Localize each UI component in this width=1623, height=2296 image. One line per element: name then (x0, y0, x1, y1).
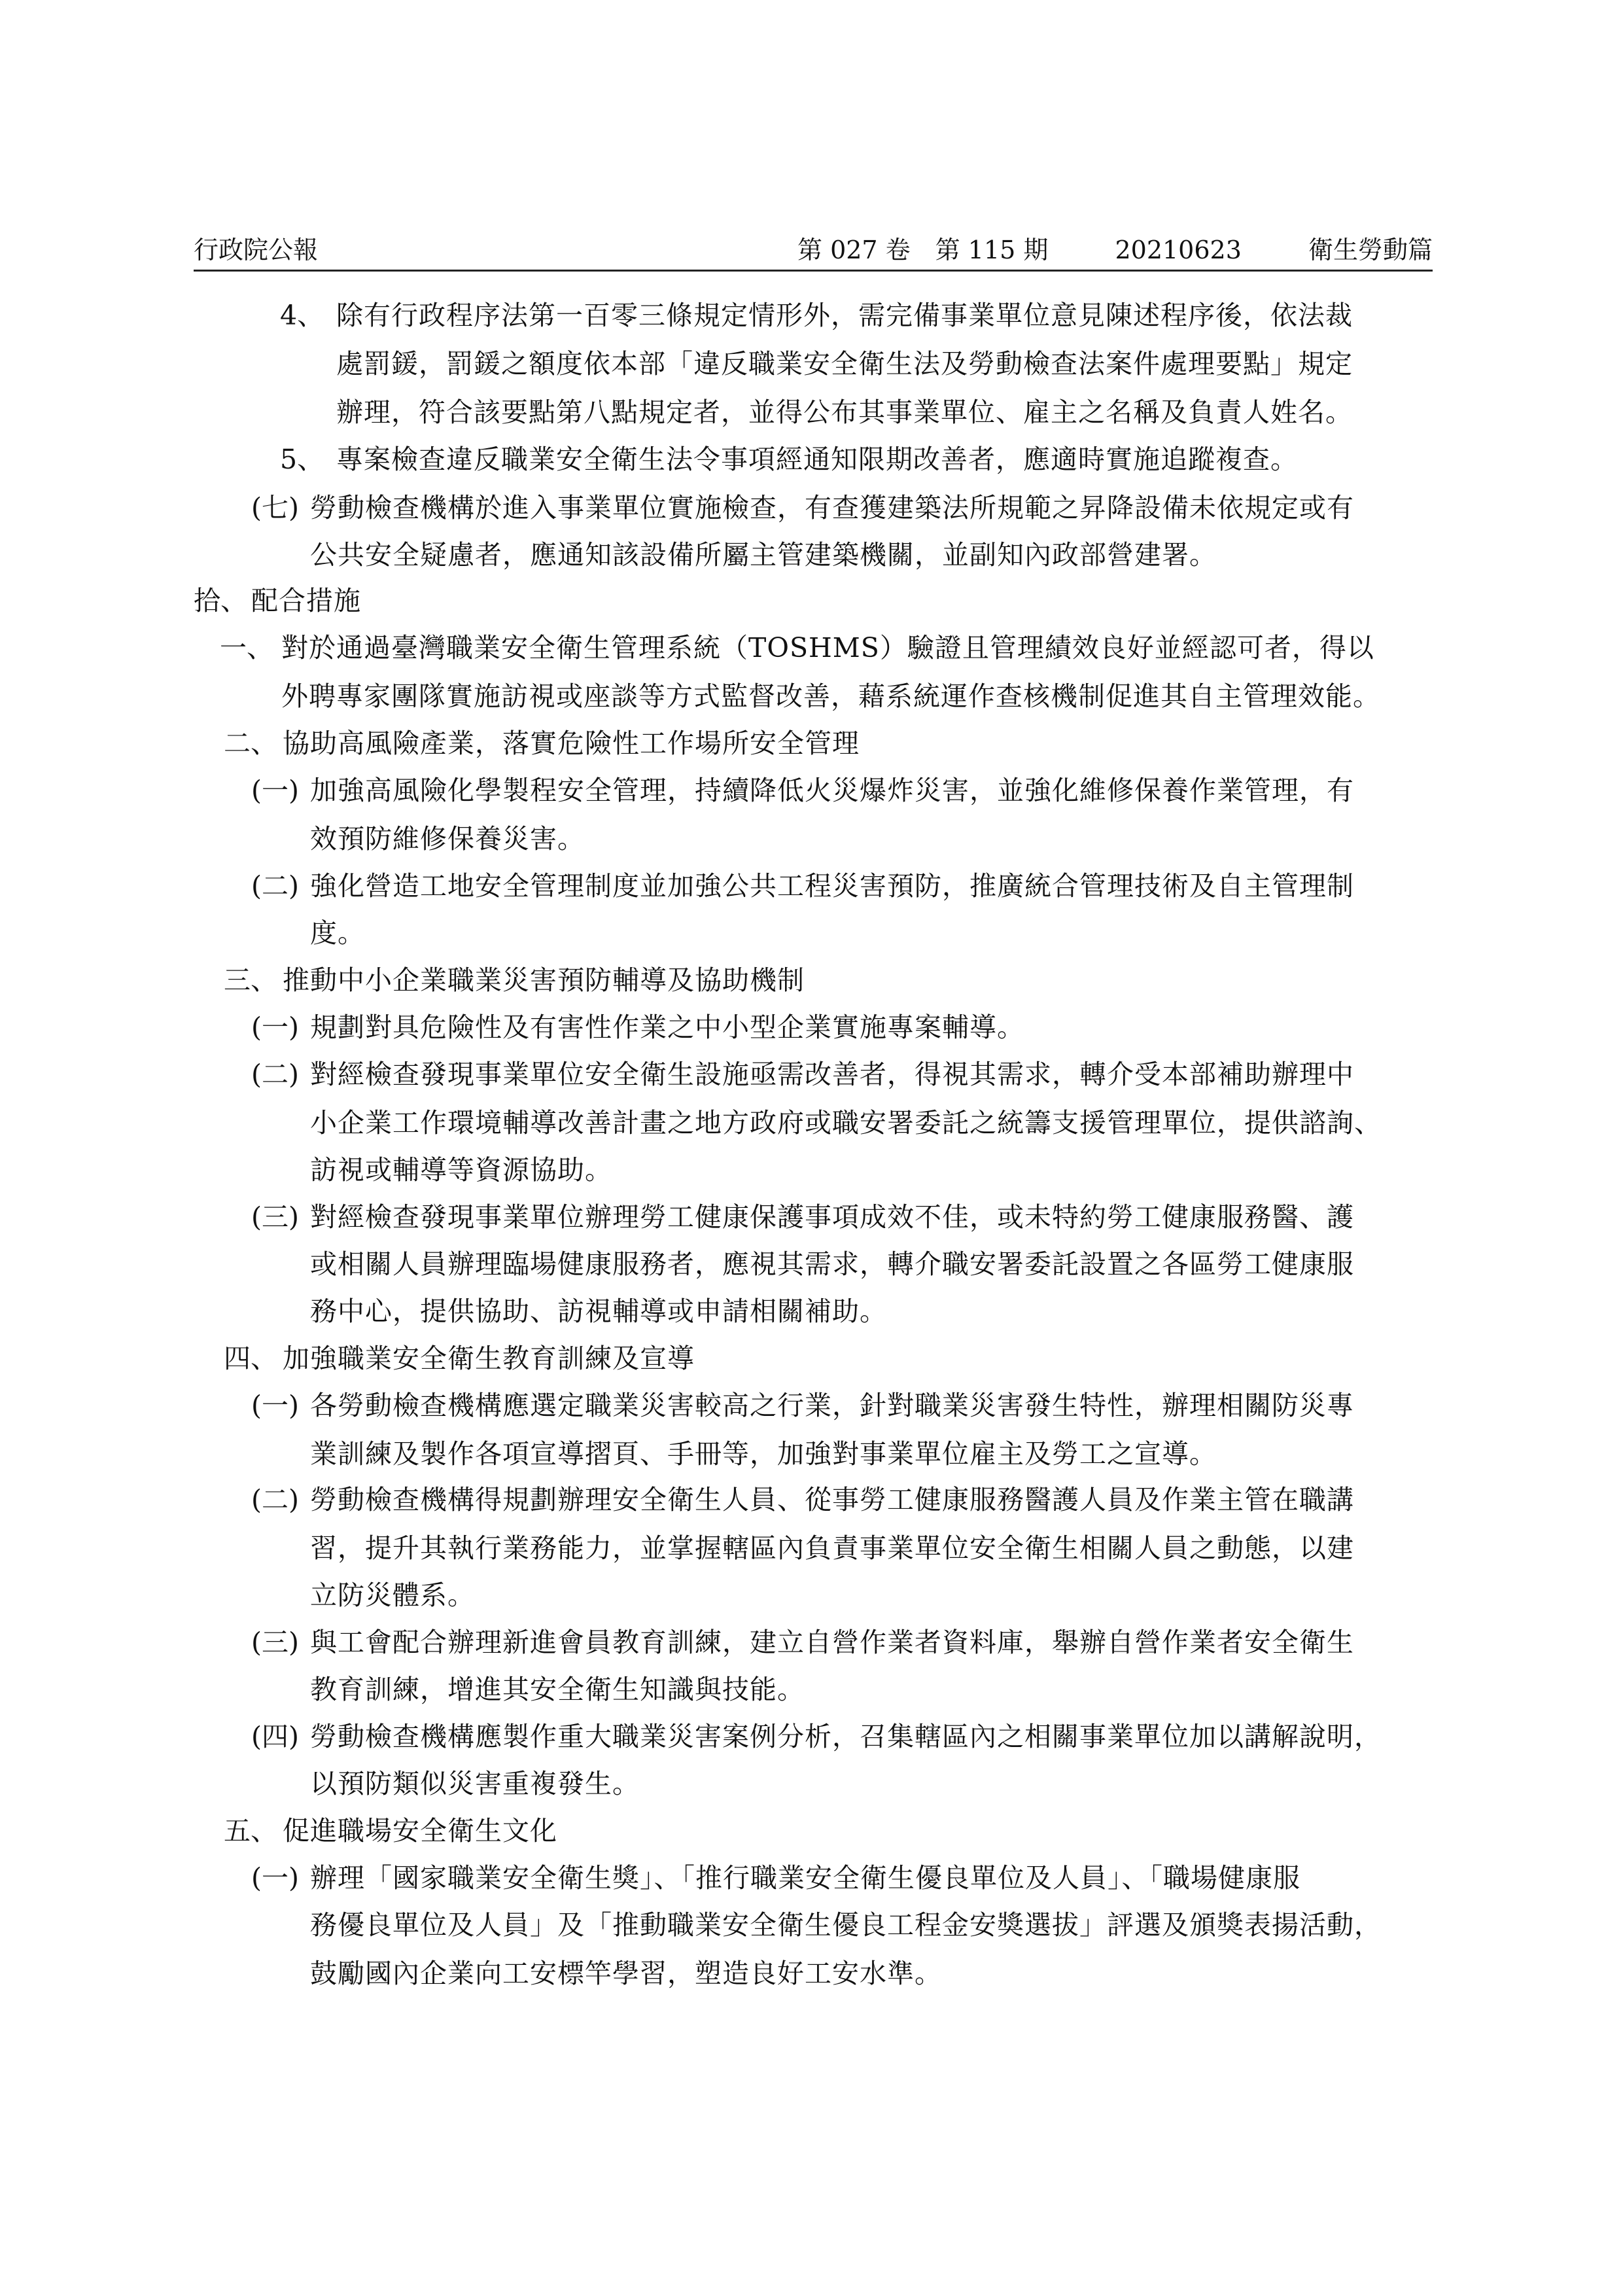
paragraph-line: 勞動檢查機構應製作重大職業災害案例分析，召集轄區內之相關事業單位加以講解說明， (310, 1721, 1382, 1752)
page-header (194, 230, 1433, 272)
paragraph-marker: (一) (251, 1390, 299, 1421)
paragraph-line: 鼓勵國內企業向工安標竿學習，塑造良好工安水準。 (310, 1958, 942, 1989)
paragraph-line: 效預防維修保養災害。 (310, 823, 585, 855)
paragraph-line: 習，提升其執行業務能力，並掌握轄區內負責事業單位安全衛生相關人員之動態，以建 (310, 1532, 1354, 1564)
paragraph-line: 專案檢查違反職業安全衛生法令事項經通知限期改善者，應適時實施追蹤複查。 (336, 444, 1298, 475)
paragraph-marker: (一) (251, 1012, 299, 1043)
paragraph-line: 處罰鍰，罰鍰之額度依本部「違反職業安全衛生法及勞動檢查法案件處理要點」規定 (336, 348, 1353, 380)
paragraph-line: 公共安全疑慮者，應通知該設備所屬主管建築機關，並副知內政部營建署。 (310, 539, 1217, 571)
publication-date: 20210623 (1115, 236, 1242, 264)
paragraph-marker: (一) (251, 1862, 299, 1894)
paragraph-marker: (一) (251, 775, 299, 806)
paragraph-line: 除有行政程序法第一百零三條規定情形外，需完備事業單位意見陳述程序後，依法裁 (336, 300, 1353, 331)
paragraph-line: 加強職業安全衛生教育訓練及宣導 (283, 1343, 695, 1374)
paragraph-marker: 五、 (224, 1815, 277, 1846)
paragraph-marker: (二) (251, 1059, 299, 1090)
paragraph-line: 對經檢查發現事業單位安全衛生設施亟需改善者，得視其需求，轉介受本部補助辦理中 (310, 1059, 1354, 1090)
header-right-group (797, 230, 1433, 270)
paragraph-marker: 拾、 (194, 585, 247, 616)
paragraph-line: 度。 (310, 917, 365, 949)
paragraph-line: 各勞動檢查機構應選定職業災害較高之行業，針對職業災害發生特性，辦理相關防災專 (310, 1390, 1354, 1421)
paragraph-line: 與工會配合辦理新進會員教育訓練，建立自營作業者資料庫，舉辦自營作業者安全衛生 (310, 1627, 1354, 1658)
paragraph-marker: (七) (251, 492, 299, 523)
paragraph-line: 勞動檢查機構得規劃辦理安全衛生人員、從事勞工健康服務醫護人員及作業主管在職講 (310, 1484, 1354, 1515)
paragraph-line: 立防災體系。 (310, 1580, 475, 1611)
paragraph-marker: (四) (251, 1721, 299, 1752)
paragraph-line: 外聘專家團隊實施訪視或座談等方式監督改善，藉系統運作查核機制促進其自主管理效能。 (281, 680, 1380, 712)
paragraph-line: 加強高風險化學製程安全管理，持續降低火災爆炸災害，並強化維修保養作業管理，有 (310, 775, 1354, 806)
paragraph-line: 辦理「國家職業安全衛生獎」、「推行職業安全衛生優良單位及人員」、「職場健康服 (310, 1862, 1300, 1894)
paragraph-line: 務優良單位及人員」及「推動職業安全衛生優良工程金安獎選拔」評選及頒獎表揚活動， (310, 1909, 1382, 1941)
paragraph-line: 推動中小企業職業災害預防輔導及協助機制 (283, 964, 805, 996)
paragraph-line: 協助高風險產業，落實危險性工作場所安全管理 (283, 728, 860, 759)
paragraph-marker: (二) (251, 1484, 299, 1515)
paragraph-marker: (三) (251, 1201, 299, 1233)
paragraph-line: 勞動檢查機構於進入事業單位實施檢查，有查獲建築法所規範之昇降設備未依規定或有 (310, 492, 1354, 523)
paragraph-line: 規劃對具危險性及有害性作業之中小型企業實施專案輔導。 (310, 1012, 1024, 1043)
paragraph-line: 業訓練及製作各項宣導摺頁、手冊等，加強對事業單位雇主及勞工之宣導。 (310, 1438, 1217, 1470)
paragraph-line: 教育訓練，增進其安全衛生知識與技能。 (310, 1674, 805, 1705)
paragraph-line: 以預防類似災害重複發生。 (310, 1768, 640, 1799)
paragraph-marker: (二) (251, 870, 299, 902)
paragraph-marker: 4、 (280, 300, 324, 331)
paragraph-marker: (三) (251, 1627, 299, 1658)
paragraph-marker: 5、 (280, 444, 324, 475)
publication-title: 行政院公報 (194, 236, 319, 264)
paragraph-line: 務中心，提供協助、訪視輔導或申請相關補助。 (310, 1296, 887, 1327)
paragraph-line: 訪視或輔導等資源協助。 (310, 1154, 612, 1186)
paragraph-marker: 一、 (220, 632, 273, 663)
paragraph-line: 強化營造工地安全管理制度並加強公共工程災害預防，推廣統合管理技術及自主管理制 (310, 870, 1354, 902)
volume-issue: 第 027 卷 第 115 期 (797, 236, 1049, 264)
paragraph-marker: 四、 (224, 1343, 277, 1374)
paragraph-line: 或相關人員辦理臨場健康服務者，應視其需求，轉介職安署委託設置之各區勞工健康服 (310, 1248, 1354, 1280)
section-name: 衛生勞動篇 (1308, 236, 1433, 264)
paragraph-line: 對於通過臺灣職業安全衛生管理系統（TOSHMS）驗證且管理績效良好並經認可者，得以 (281, 632, 1374, 663)
paragraph-line: 配合措施 (251, 585, 361, 616)
paragraph-marker: 二、 (224, 728, 277, 759)
paragraph-line: 小企業工作環境輔導改善計畫之地方政府或職安署委託之統籌支援管理單位，提供諮詢、 (310, 1107, 1382, 1139)
paragraph-line: 促進職場安全衛生文化 (283, 1815, 557, 1846)
paragraph-line: 辦理，符合該要點第八點規定者，並得公布其事業單位、雇主之名稱及負責人姓名。 (336, 397, 1353, 428)
paragraph-marker: 三、 (224, 964, 277, 996)
paragraph-line: 對經檢查發現事業單位辦理勞工健康保護事項成效不佳，或未特約勞工健康服務醫、護 (310, 1201, 1354, 1233)
